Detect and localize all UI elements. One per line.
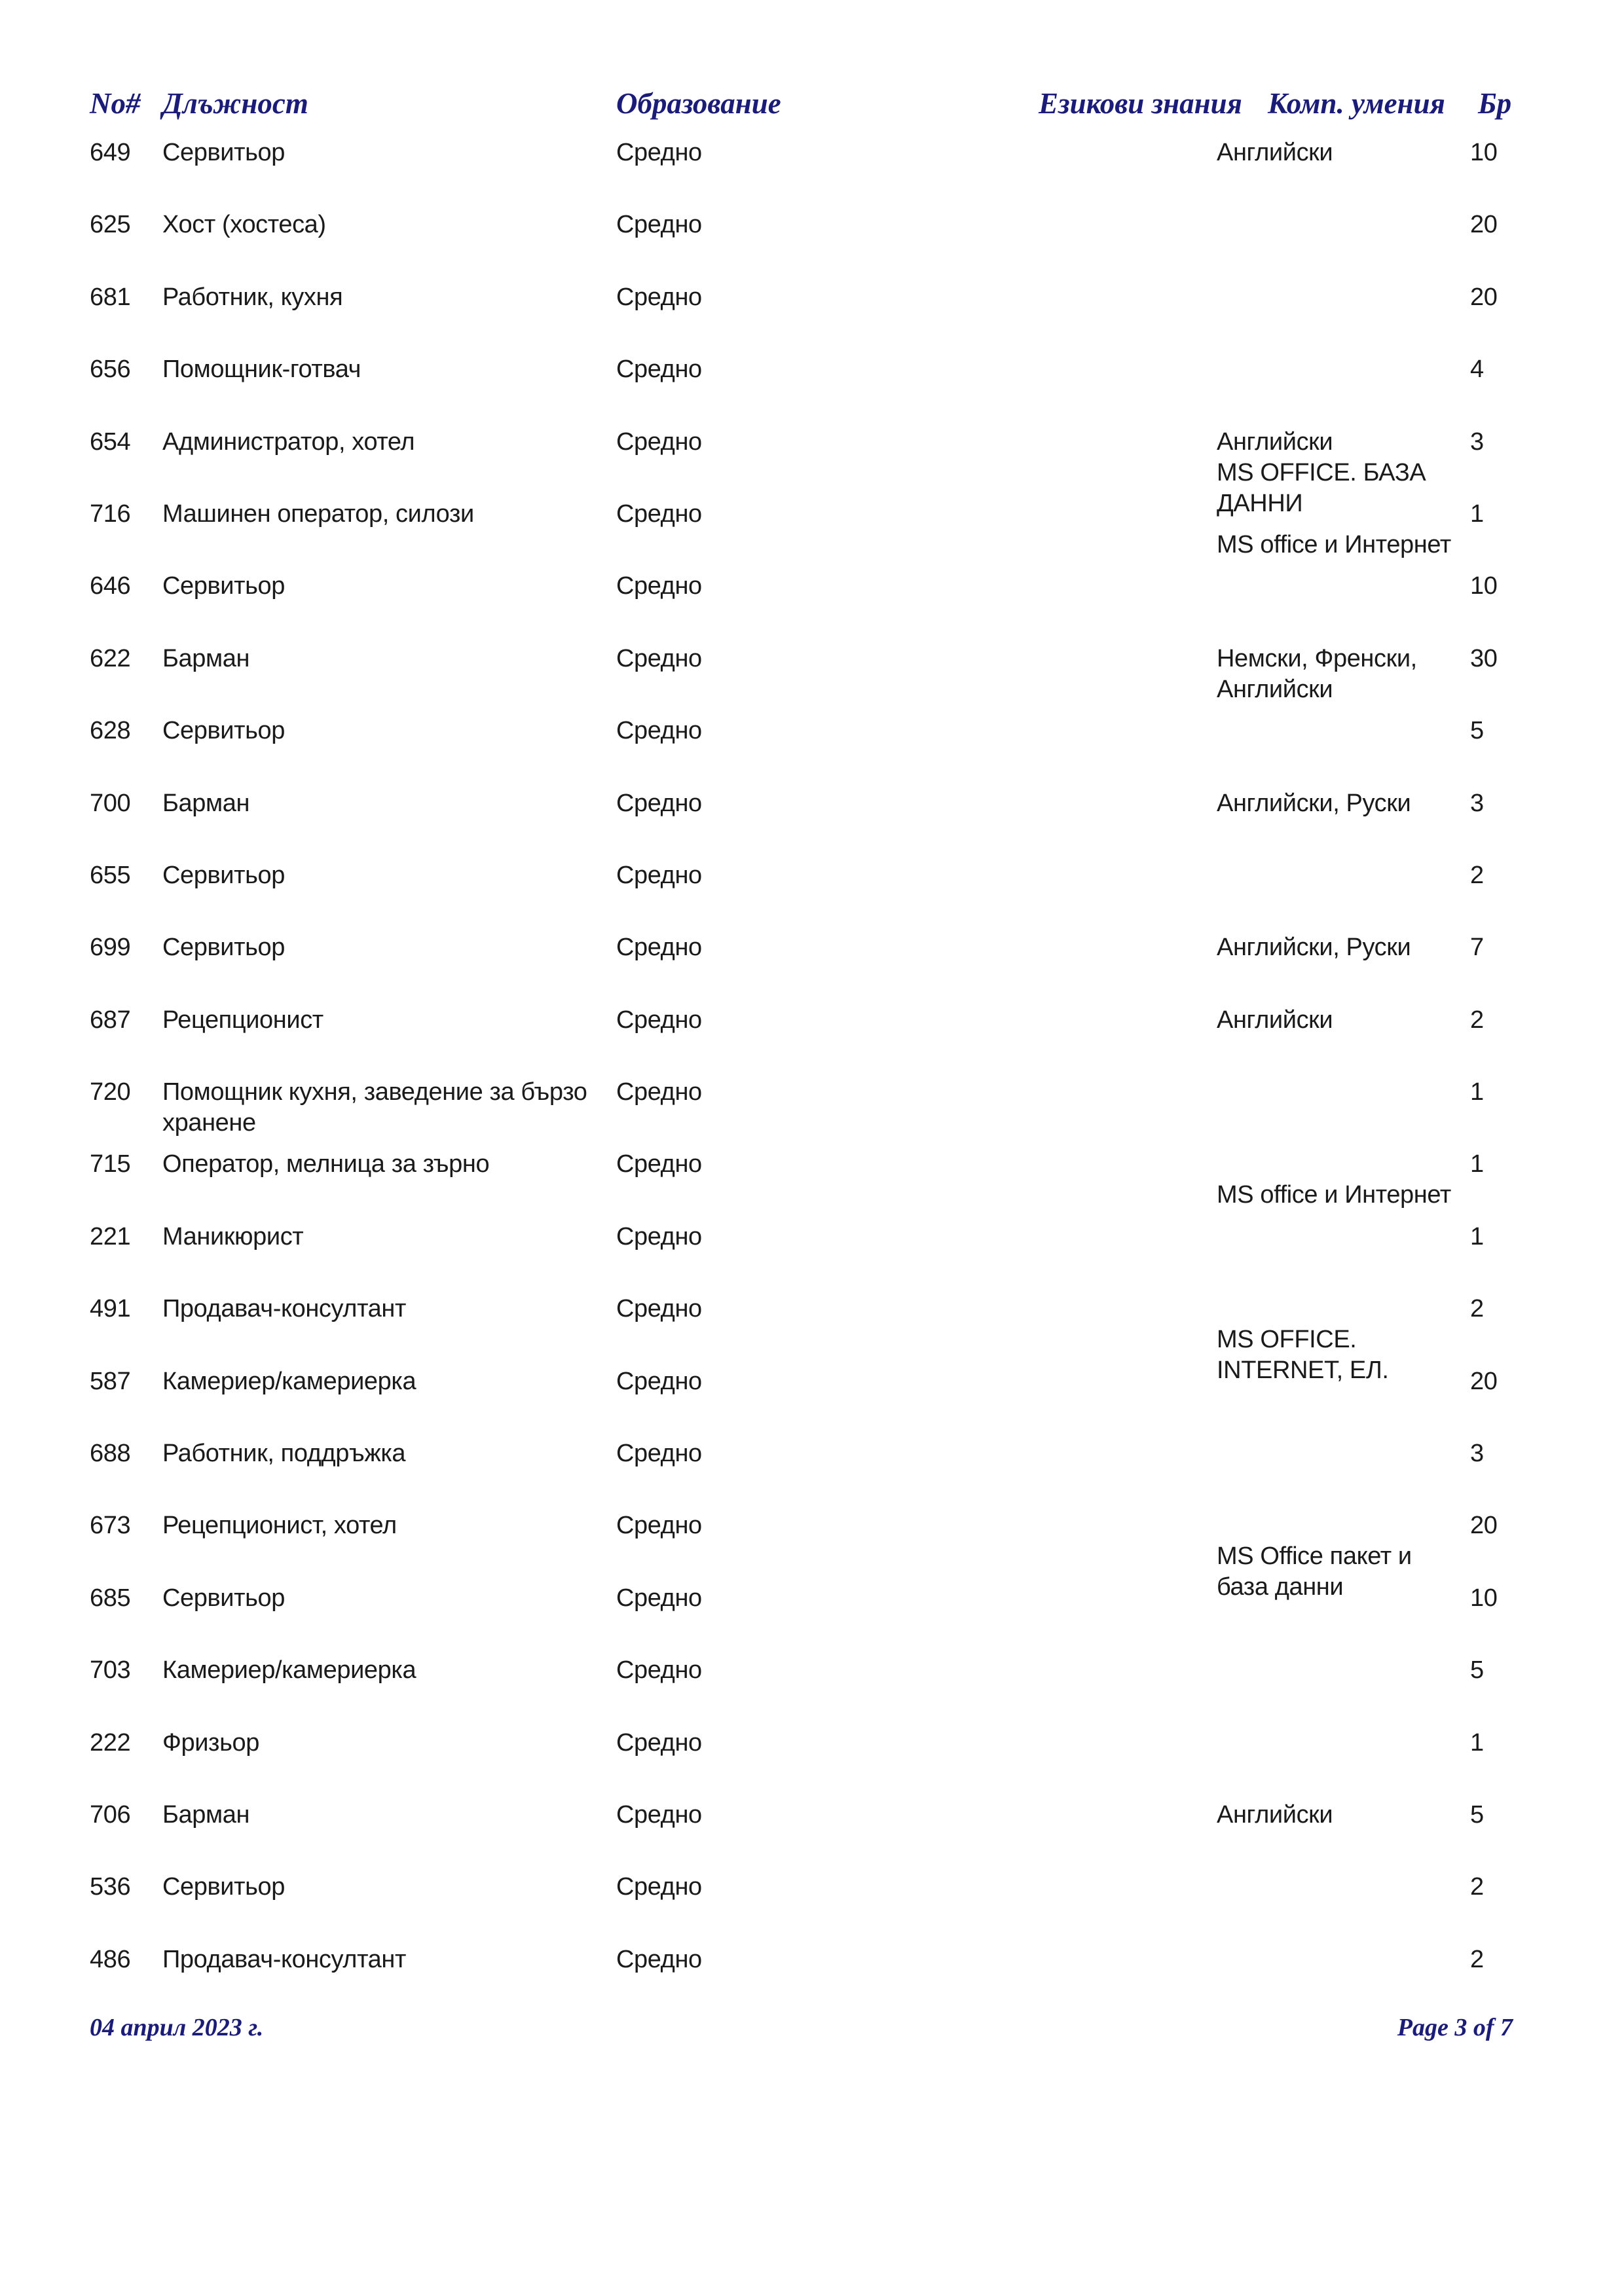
table-row [0, 1872, 1624, 1944]
row-languages-text [1217, 571, 1452, 602]
table-row [0, 282, 1624, 354]
row-number-cell: 628 [90, 717, 131, 745]
row-education-cell: Средно [616, 1945, 702, 1973]
row-count-cell: 2 [1470, 1945, 1484, 1973]
row-skills-cell [1217, 1872, 1452, 1903]
row-position-cell: Камериер/камериерка [162, 1656, 416, 1685]
row-number-cell: 706 [90, 1800, 131, 1829]
row-skills-cell [1217, 860, 1452, 891]
row-languages-text: Английски [1217, 428, 1333, 456]
row-education-cell: Средно [616, 1367, 702, 1395]
row-position-cell: Сервитьор [162, 139, 285, 166]
row-education-cell: Средно [616, 1584, 702, 1612]
row-position-cell: Сервитьор [162, 934, 285, 962]
row-number-cell: 222 [90, 1728, 131, 1757]
row-skills-cell [1217, 1077, 1452, 1108]
table-row [0, 716, 1624, 788]
row-skills-cell [1217, 1005, 1452, 1036]
row-count-cell: 2 [1470, 861, 1484, 889]
row-number-cell: 715 [90, 1150, 131, 1178]
row-education-cell: Средно [616, 500, 702, 528]
row-languages-text: Английски [1217, 139, 1333, 166]
row-languages-text [1217, 210, 1452, 240]
row-count-cell: 4 [1470, 355, 1484, 384]
row-skills-cell [1217, 1583, 1452, 1614]
table-row [0, 571, 1624, 643]
row-education-cell: Средно [616, 1656, 702, 1685]
row-education-cell: Средно [616, 717, 702, 745]
row-number-cell: 655 [90, 861, 131, 889]
row-position-cell: Помощник-готвач [162, 355, 361, 384]
row-count-cell: 2 [1470, 1873, 1484, 1901]
row-position-cell: Сервитьор [162, 572, 285, 600]
row-computer-skills-text: MS OFFICE. INTERNET, ЕЛ. [1217, 1326, 1389, 1385]
row-position-cell: Администратор, хотел [162, 428, 415, 456]
row-education-cell: Средно [616, 861, 702, 889]
row-education-cell: Средно [616, 1440, 702, 1468]
row-position-cell: Помощник кухня, заведение за бързо хранене [162, 1078, 587, 1137]
row-education-cell: Средно [616, 934, 702, 962]
row-education-cell: Средно [616, 1150, 702, 1178]
row-education-cell: Средно [616, 1078, 702, 1106]
table-row [0, 1222, 1624, 1294]
row-count-cell: 20 [1470, 1512, 1498, 1540]
row-number-cell: 688 [90, 1440, 131, 1468]
row-languages-text [1217, 354, 1452, 385]
table-row [0, 1438, 1624, 1510]
row-number-cell: 681 [90, 283, 131, 311]
row-count-cell: 3 [1470, 1440, 1484, 1468]
row-position-cell: Продавач-консултант [162, 1945, 406, 1973]
row-number-cell: 673 [90, 1512, 131, 1540]
column-header-count: Бр [1478, 87, 1512, 120]
row-education-cell: Средно [616, 139, 702, 166]
row-languages-text [1217, 1872, 1452, 1903]
row-count-cell: 20 [1470, 283, 1498, 311]
row-skills-cell [1217, 1222, 1452, 1252]
row-count-cell: 1 [1470, 1150, 1484, 1178]
row-languages-text: Немски, Френски, Английски [1217, 644, 1417, 703]
row-position-cell: Барман [162, 789, 250, 817]
row-languages-text: Английски [1217, 1006, 1333, 1034]
row-position-cell: Хост (хостеса) [162, 211, 326, 239]
row-skills-cell [1217, 282, 1452, 313]
row-number-cell: 654 [90, 428, 131, 456]
row-languages-text [1217, 1583, 1452, 1614]
table-row [0, 1366, 1624, 1438]
row-number-cell: 491 [90, 1295, 131, 1323]
row-computer-skills-text: MS Office пакет и база данни [1217, 1542, 1412, 1601]
row-skills-cell [1217, 354, 1452, 385]
row-languages-text [1217, 1438, 1452, 1469]
table-row [0, 137, 1624, 210]
row-education-cell: Средно [616, 1873, 702, 1901]
row-position-cell: Работник, кухня [162, 283, 343, 311]
row-count-cell: 20 [1470, 1367, 1498, 1395]
row-computer-skills-text: MS OFFICE. БАЗА ДАННИ [1217, 458, 1426, 517]
table-header-row [0, 85, 1624, 124]
row-languages-text: Английски [1217, 1800, 1333, 1829]
row-position-cell: Продавач-консултант [162, 1295, 406, 1323]
row-number-cell: 486 [90, 1945, 131, 1973]
row-number-cell: 700 [90, 789, 131, 817]
row-position-cell: Оператор, мелница за зърно [162, 1150, 490, 1178]
row-languages-text [1217, 1655, 1452, 1686]
row-count-cell: 2 [1470, 1295, 1484, 1323]
row-languages-text [1217, 1149, 1452, 1180]
column-header-computer: Комп. умения [1268, 87, 1445, 120]
row-number-cell: 685 [90, 1584, 131, 1612]
column-header-no: No# [90, 87, 141, 120]
row-skills-cell [1217, 571, 1452, 602]
row-skills-cell [1217, 788, 1452, 819]
footer-page-number: Page 3 of 7 [1397, 2014, 1513, 2041]
row-computer-skills-text: MS office и Интернет [1217, 530, 1451, 558]
row-education-cell: Средно [616, 1728, 702, 1757]
row-number-cell: 622 [90, 644, 131, 672]
row-skills-cell [1217, 1366, 1452, 1397]
row-number-cell: 703 [90, 1656, 131, 1685]
row-number-cell: 720 [90, 1078, 131, 1106]
row-count-cell: 7 [1470, 934, 1484, 962]
row-number-cell: 716 [90, 500, 131, 528]
row-education-cell: Средно [616, 789, 702, 817]
row-skills-cell [1217, 644, 1452, 705]
row-count-cell: 3 [1470, 789, 1484, 817]
row-education-cell: Средно [616, 428, 702, 456]
table-body [0, 137, 1624, 2016]
row-count-cell: 1 [1470, 1222, 1484, 1250]
row-skills-cell [1217, 499, 1452, 560]
column-header-languages: Езикови знания [1039, 87, 1242, 120]
table-row [0, 1005, 1624, 1077]
row-skills-cell [1217, 1149, 1452, 1211]
row-count-cell: 10 [1470, 139, 1498, 166]
row-education-cell: Средно [616, 355, 702, 384]
row-education-cell: Средно [616, 1512, 702, 1540]
row-number-cell: 536 [90, 1873, 131, 1901]
table-row [0, 788, 1624, 860]
table-row [0, 210, 1624, 282]
row-education-cell: Средно [616, 644, 702, 672]
table-row [0, 1728, 1624, 1800]
row-count-cell: 10 [1470, 1584, 1498, 1612]
row-languages-text [1217, 1222, 1452, 1252]
row-skills-cell [1217, 1944, 1452, 1975]
table-row [0, 1149, 1624, 1221]
row-count-cell: 30 [1470, 644, 1498, 672]
table-row [0, 1655, 1624, 1727]
row-number-cell: 646 [90, 572, 131, 600]
row-position-cell: Сервитьор [162, 717, 285, 745]
row-languages-text [1217, 1294, 1452, 1324]
row-skills-cell [1217, 1728, 1452, 1758]
row-position-cell: Барман [162, 1800, 250, 1829]
row-skills-cell [1217, 932, 1452, 963]
row-skills-cell [1217, 210, 1452, 240]
table-row [0, 1077, 1624, 1149]
row-education-cell: Средно [616, 283, 702, 311]
row-languages-text: Английски, Руски [1217, 934, 1411, 962]
row-count-cell: 2 [1470, 1006, 1484, 1034]
row-count-cell: 10 [1470, 572, 1498, 600]
row-skills-cell [1217, 1438, 1452, 1469]
row-languages-text [1217, 860, 1452, 891]
row-education-cell: Средно [616, 211, 702, 239]
page-footer [90, 2011, 1513, 2048]
row-languages-text: Английски, Руски [1217, 789, 1411, 817]
row-count-cell: 3 [1470, 428, 1484, 456]
row-education-cell: Средно [616, 1006, 702, 1034]
row-position-cell: Работник, поддръжка [162, 1440, 406, 1468]
row-number-cell: 221 [90, 1222, 131, 1250]
row-count-cell: 5 [1470, 717, 1484, 745]
row-position-cell: Рецепционист [162, 1006, 323, 1034]
column-header-education: Образование [616, 87, 781, 120]
table-row [0, 499, 1624, 571]
row-count-cell: 1 [1470, 500, 1484, 528]
row-count-cell: 5 [1470, 1800, 1484, 1829]
row-languages-text [1217, 1510, 1452, 1541]
row-languages-text [1217, 716, 1452, 746]
row-education-cell: Средно [616, 1800, 702, 1829]
row-languages-text [1217, 1728, 1452, 1758]
row-position-cell: Барман [162, 644, 250, 672]
row-skills-cell [1217, 716, 1452, 746]
table-row [0, 1583, 1624, 1655]
row-count-cell: 1 [1470, 1078, 1484, 1106]
row-number-cell: 699 [90, 934, 131, 962]
row-skills-cell [1217, 1800, 1452, 1831]
table-row [0, 1800, 1624, 1872]
row-count-cell: 1 [1470, 1728, 1484, 1757]
row-education-cell: Средно [616, 572, 702, 600]
row-count-cell: 5 [1470, 1656, 1484, 1685]
row-position-cell: Сервитьор [162, 1873, 285, 1901]
row-number-cell: 687 [90, 1006, 131, 1034]
row-number-cell: 656 [90, 355, 131, 384]
row-languages-text [1217, 1944, 1452, 1975]
row-number-cell: 649 [90, 139, 131, 166]
row-count-cell: 20 [1470, 211, 1498, 239]
table-row [0, 354, 1624, 426]
row-languages-text [1217, 499, 1452, 530]
row-position-cell: Рецепционист, хотел [162, 1512, 397, 1540]
row-education-cell: Средно [616, 1222, 702, 1250]
row-number-cell: 625 [90, 211, 131, 239]
row-number-cell: 587 [90, 1367, 131, 1395]
row-position-cell: Маникюрист [162, 1222, 304, 1250]
row-position-cell: Фризьор [162, 1728, 259, 1757]
table-row [0, 932, 1624, 1004]
table-row [0, 860, 1624, 932]
table-row [0, 1944, 1624, 2016]
row-languages-text [1217, 1077, 1452, 1108]
row-position-cell: Камериер/камериерка [162, 1367, 416, 1395]
row-skills-cell [1217, 137, 1452, 168]
row-skills-cell [1217, 1655, 1452, 1686]
column-header-position: Длъжност [162, 87, 308, 120]
row-position-cell: Машинен оператор, силози [162, 500, 474, 528]
footer-date: 04 април 2023 г. [90, 2014, 264, 2041]
row-position-cell: Сервитьор [162, 861, 285, 889]
table-row [0, 644, 1624, 716]
row-languages-text [1217, 1366, 1452, 1397]
row-languages-text [1217, 282, 1452, 313]
row-position-cell: Сервитьор [162, 1584, 285, 1612]
row-education-cell: Средно [616, 1295, 702, 1323]
row-computer-skills-text: MS office и Интернет [1217, 1181, 1451, 1209]
